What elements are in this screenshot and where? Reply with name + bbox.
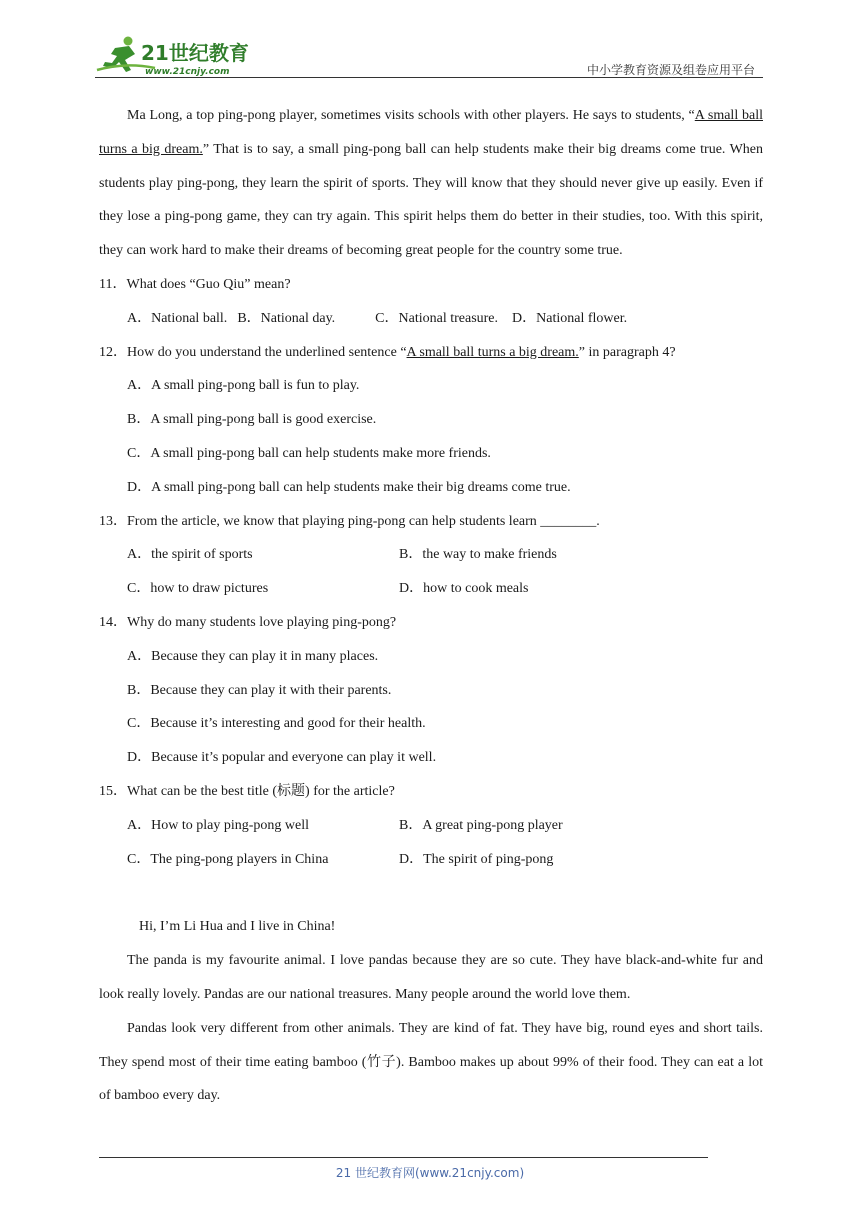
document-body	[99, 99, 763, 1113]
passage1-paragraph: Ma Long, a top ping-pong player, sometimes visits schools with other players. He says to students, “A small ball turns a big dream.” That is to say, a small ping-pong ball can help students make their big dreams come true. When students play ping-pong, they learn the spirit of sports. They will know that they should never give up easily. Even if they lose a ping-pong game, they can try again. This spirit helps them do better in their studies, too. With this spirit, they can work hard to make their dreams of becoming great people for the country some true.	[99, 108, 763, 259]
question-14-option-c: C．Because it’s interesting and good for their health.	[127, 716, 426, 732]
option-b: B．the way to make friends	[399, 547, 557, 563]
svg-text:www.21cnjy.com: www.21cnjy.com	[145, 67, 230, 77]
option-c: C．how to draw pictures	[127, 581, 269, 597]
question-14: 14．Why do many students love playing ping-pong?	[99, 614, 397, 630]
page-footer: 21 世纪教育网(www.21cnjy.com)	[335, 1166, 525, 1180]
option-a: A．National ball.	[127, 310, 228, 326]
underlined-sentence: A small ball turns a big dream.	[99, 108, 763, 157]
option-d: D．National flower.	[512, 310, 628, 326]
svg-text:21世纪教育: 21世纪教育	[141, 41, 249, 65]
question-15: 15．What can be the best title (标题) for the article?	[99, 783, 395, 799]
header-tagline: 中小学教育资源及组卷应用平台	[586, 63, 755, 77]
question-11-options	[99, 302, 763, 336]
option-c: C．The ping-pong players in China	[127, 851, 329, 867]
question-15-options-row2	[99, 843, 763, 877]
question-12-option-a: A．A small ping-pong ball is fun to play.	[127, 378, 360, 394]
question-12-option-c: C．A small ping-pong ball can help students make more friends.	[127, 445, 491, 461]
site-logo	[95, 34, 265, 78]
question-11: 11．What does “Guo Qiu” mean?	[99, 276, 291, 292]
footer-divider	[99, 1157, 708, 1158]
question-15-options-row1	[99, 809, 763, 843]
option-d: D．The spirit of ping-pong	[399, 851, 554, 867]
passage2-greeting: Hi, I’m Li Hua and I live in China!	[139, 919, 336, 935]
question-12: 12．How do you understand the underlined sentence “A small ball turns a big dream.” in paragraph 4?	[99, 344, 676, 360]
question-12-option-b: B．A small ping-pong ball is good exercise.	[127, 412, 377, 428]
option-c: C．National treasure.	[375, 310, 499, 326]
question-14-option-a: A．Because they can play it in many places.	[127, 648, 379, 664]
option-b: B．A great ping-pong player	[399, 817, 563, 833]
question-13: 13．From the article, we know that playing ping-pong can help students learn ________.	[99, 513, 600, 529]
option-a: A．How to play ping-pong well	[127, 817, 309, 833]
question-14-option-b: B．Because they can play it with their parents.	[127, 682, 392, 698]
passage2-paragraph-1: The panda is my favourite animal. I love pandas because they are so cute. They have black-and-white fur and look really lovely. Pandas are our national treasures. Many people around the world love them.	[99, 953, 763, 1002]
option-b: B．National day.	[237, 310, 336, 326]
header-divider	[95, 77, 763, 78]
section-spacer	[99, 876, 763, 910]
option-a: A．the spirit of sports	[127, 547, 253, 563]
question-14-option-d: D．Because it’s popular and everyone can play it well.	[127, 750, 437, 766]
page-header	[95, 30, 763, 78]
option-d: D．how to cook meals	[399, 581, 529, 597]
passage2-paragraph-2: Pandas look very different from other animals. They are kind of fat. They have big, round eyes and short tails. They spend most of their time eating bamboo (竹子). Bamboo makes up about 99% of their food. They can eat a lot of bamboo every day.	[99, 1020, 763, 1104]
question-13-options-row1	[99, 538, 763, 572]
question-13-options-row2	[99, 572, 763, 606]
underlined-quote: A small ball turns a big dream.	[406, 344, 579, 360]
question-12-option-d: D．A small ping-pong ball can help students make their big dreams come true.	[127, 479, 571, 495]
